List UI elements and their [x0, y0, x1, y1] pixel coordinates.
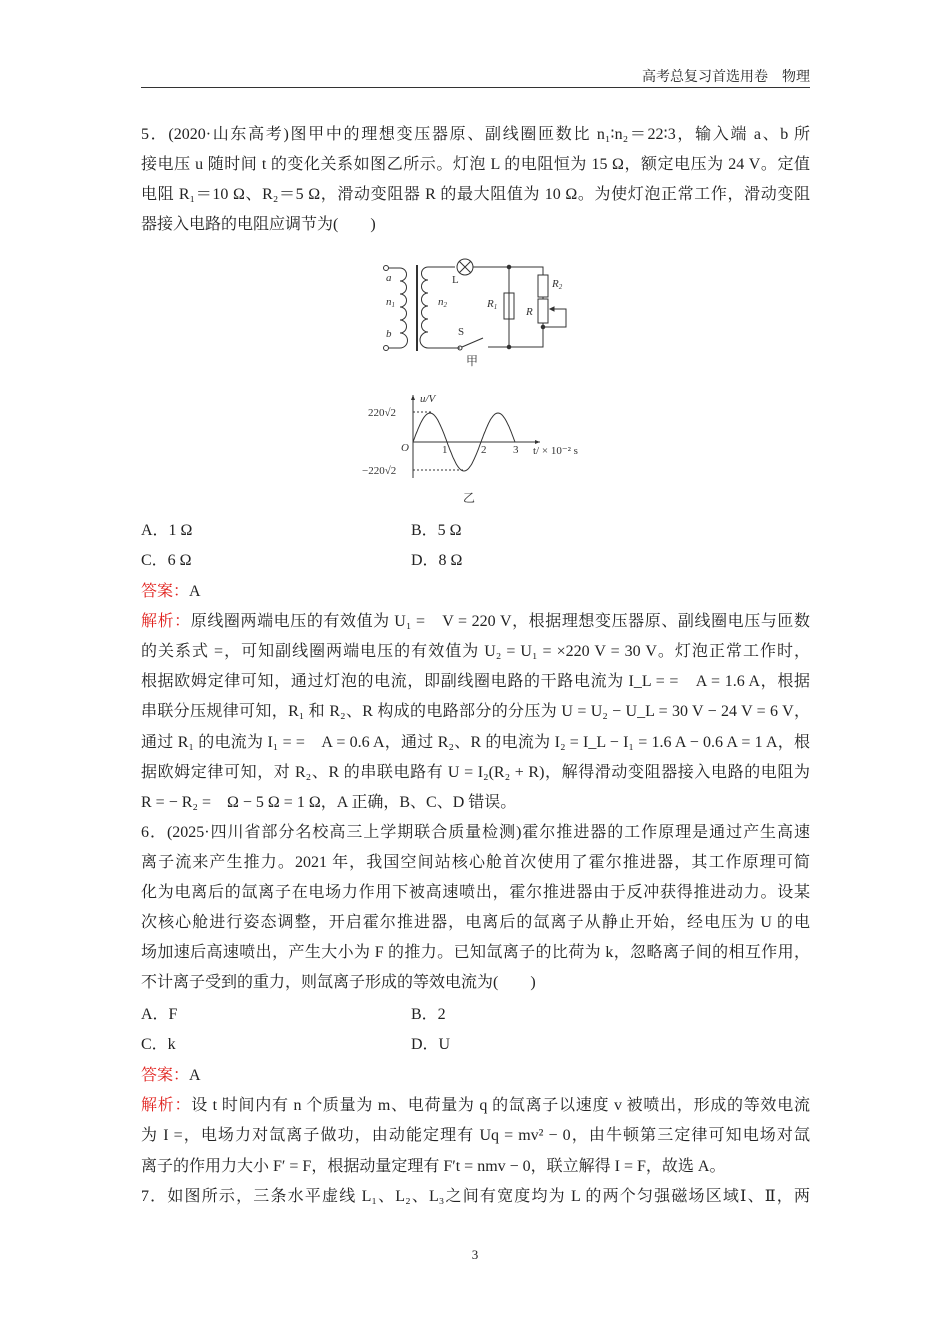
terminal-a-label: a — [386, 272, 392, 284]
analysis-label: 解析： — [141, 1097, 192, 1114]
figure-caption-yi: 乙 — [463, 491, 476, 505]
answer-value: A — [189, 583, 201, 600]
q6-line: 6．(2025·四川省部分名校高三上学期联合质量检测)霍尔推进器的工作原理是通过产生高速 — [141, 824, 810, 841]
q6-line: 次核心舱进行姿态调整，开启霍尔推进器，电离后的氙离子从静止开始，经电压为 U 的电 — [141, 914, 810, 931]
q6-analysis-line: 离子的作用力大小 F′ = F，根据动量定理有 F′t = nmv − 0，联立解得 I = F，故选 A。 — [141, 1158, 726, 1175]
page-number: 3 — [471, 1247, 479, 1262]
q5-option-b: B．5 Ω — [411, 522, 462, 539]
q6-analysis-line: 为 I =，电场力对氙离子做功，由动能定理有 Uq = mv² − 0，由牛顿第三定律可知电场对氙 — [141, 1127, 810, 1144]
q6-line: 场加速后高速喷出，产生大小为 F 的推力。已知氙离子的比荷为 k，忽略离子间的相互作用， — [141, 944, 810, 961]
q5-line: 5．(2020·山东高考)图甲中的理想变压器原、副线圈匝数比 n₁∶n₂＝22∶3，输入端 a、b 所 — [141, 126, 810, 143]
ymax-label: 220√2 — [368, 407, 397, 419]
header-divider — [141, 87, 810, 88]
q5-analysis-line: 通过 R₁ 的电流为 I₁ = = A = 0.6 A，通过 R₂、R 的电流为 I₂ = I_L − I₁ = 1.6 A − 0.6 A = 1 A，根 — [141, 734, 810, 751]
q5-option-d: D．8 Ω — [411, 552, 463, 569]
q5-option-a: A．1 Ω — [141, 522, 193, 539]
q6-option-b: B．2 — [411, 1006, 446, 1023]
resistor-r2 — [538, 275, 548, 297]
lamp-label: L — [452, 274, 459, 286]
q6-option-a: A．F — [141, 1006, 178, 1023]
x-tick-1: 1 — [442, 444, 448, 456]
x-tick-3: 3 — [513, 444, 519, 456]
r2-label: R2 — [552, 278, 563, 291]
q5-analysis-line: 根据欧姆定律可知，通过灯泡的电流，即副线圈电路的干路电流为 I_L = = A = 1.6 A，根据 — [141, 673, 810, 690]
r-label: R — [526, 306, 533, 318]
q5-line: 电阻 R₁＝10 Ω、R₂＝5 Ω，滑动变阻器 R 的最大阻值为 10 Ω。为使灯泡正常工作，滑动变阻 — [141, 186, 810, 203]
r1-label: R1 — [487, 298, 498, 311]
q5-analysis-line: 串联分压规律可知，R₁ 和 R₂、R 构成的电路部分的分压为 U = U₂ − U_L = 30 V − 24 V = 6 V， — [141, 703, 810, 720]
q5-analysis-line: 据欧姆定律可知，对 R₂、R 的串联电路有 U = I₂(R₂ + R)，解得滑动变阻器接入电路的电阻为 — [141, 764, 810, 781]
origin-label: O — [401, 442, 409, 454]
switch-label: S — [458, 326, 465, 338]
q5-line: 器接入电路的电阻应调节为( ) — [141, 216, 376, 233]
q6-answer — [141, 1066, 810, 1086]
answer-label: 答案： — [141, 583, 190, 600]
figure-caption-jia: 甲 — [466, 354, 479, 368]
x-axis-label: t/ × 10⁻² s — [533, 445, 578, 457]
analysis-label: 解析： — [141, 613, 191, 630]
n1-label: n1 — [386, 296, 395, 309]
rheostat-r — [538, 299, 548, 323]
analysis-text: 设 t 时间内有 n 个质量为 m、电荷量为 q 的氙离子以速度 v 被喷出，形成的等效电流 — [191, 1097, 810, 1114]
q5-analysis-line — [141, 612, 810, 632]
q5-option-c: C．6 Ω — [141, 552, 192, 569]
y-axis-label: u/V — [420, 393, 436, 405]
x-tick-2: 2 — [481, 444, 487, 456]
ymin-label: −220√2 — [362, 465, 397, 477]
voltage-graph — [360, 390, 600, 510]
q6-line: 化为电离后的氙离子在电场力作用下被高速喷出，霍尔推进器由于反冲获得推进动力。设某 — [141, 884, 810, 901]
running-header: 高考总复习首选用卷 物理 — [642, 70, 810, 85]
q5-analysis-line: 的关系式 =，可知副线圈两端电压的有效值为 U₂ = U₁ = ×220 V = 30 V。灯泡正常工作时， — [141, 643, 810, 660]
q5-line: 接电压 u 随时间 t 的变化关系如图乙所示。灯泡 L 的电阻恒为 15 Ω，额定电压为 24 V。定值 — [141, 156, 810, 173]
q6-option-c: C．k — [141, 1036, 176, 1053]
q6-analysis-line — [141, 1096, 810, 1116]
n2-label: n2 — [438, 296, 447, 309]
q6-option-d: D．U — [411, 1036, 451, 1053]
q5-answer — [141, 582, 810, 602]
analysis-text: 原线圈两端电压的有效值为 U₁ = V = 220 V，根据理想变压器原、副线圈电压与匝数 — [190, 613, 810, 630]
q6-line: 离子流来产生推力。2021 年，我国空间站核心舱首次使用了霍尔推进器，其工作原理可简 — [141, 854, 810, 871]
q6-line: 不计离子受到的重力，则氙离子形成的等效电流为( ) — [141, 974, 536, 991]
q5-analysis-line: R = − R₂ = Ω − 5 Ω = 1 Ω，A 正确，B、C、D 错误。 — [141, 794, 517, 811]
x-axis-arrow — [535, 440, 540, 444]
answer-label: 答案： — [141, 1067, 190, 1084]
q7-line: 7．如图所示，三条水平虚线 L₁、L₂、L₃之间有宽度均为 L 的两个匀强磁场区域Ⅰ、Ⅱ，两 — [141, 1188, 810, 1205]
terminal-b-label: b — [386, 328, 392, 340]
circuit-diagram — [370, 255, 590, 370]
answer-value: A — [189, 1067, 201, 1084]
y-axis-arrow — [411, 395, 415, 400]
